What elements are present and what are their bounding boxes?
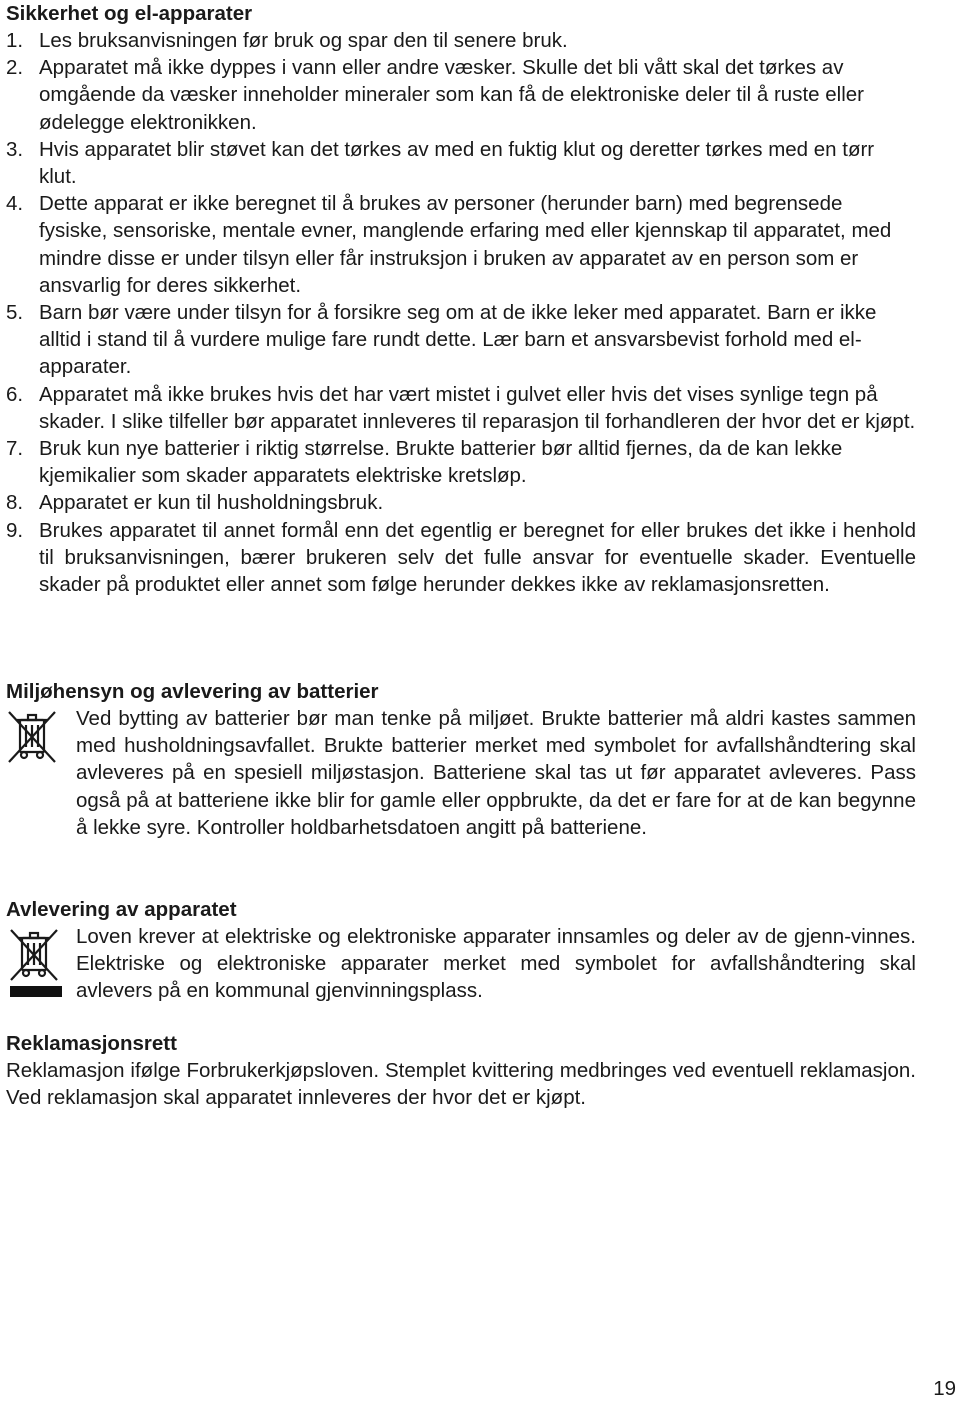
item-number: 4. bbox=[6, 192, 24, 216]
page-number: 19 bbox=[933, 1377, 956, 1400]
item-number: 7. bbox=[6, 437, 24, 461]
crossed-bin-icon bbox=[6, 705, 76, 841]
safety-heading: Sikkerhet og el-apparater bbox=[6, 2, 253, 25]
item-text: Brukes apparatet til annet formål enn det egentlig er beregnet for eller brukes det ikke i henhold til bruksanvisningen, bærer brukeren selv det fulle ansvar for eventuelle skader. Eventuelle skader på produktet eller annet som følge herunder dekkes ikke av reklamasjonsretten. bbox=[39, 518, 916, 597]
item-text: Apparatet er kun til husholdningsbruk. bbox=[39, 491, 384, 515]
item-text: Hvis apparatet blir støvet kan det tørkes av med en fuktig klut og deretter tørkes med en tørr klut. bbox=[39, 137, 875, 189]
item-text: Apparatet må ikke dyppes i vann eller andre væsker. Skulle det bli vått skal det tørkes av omgående da væsker inneholder mineraler som kan få de elektroniske deler til å ruste eller ødelegge elektronikken. bbox=[39, 56, 864, 134]
safety-list bbox=[6, 27, 916, 598]
disposal-body bbox=[6, 923, 916, 1005]
item-text: Apparatet må ikke brukes hvis det har vært mistet i gulvet eller hvis det vises synlige tegn på skader. I slike tilfeller bør apparatet innleveres til reparasjon til forhandleren der hvor det er kjøpt. bbox=[39, 382, 916, 433]
list-item bbox=[6, 299, 916, 381]
list-item bbox=[6, 381, 916, 435]
disposal-heading: Avlevering av apparatet bbox=[6, 898, 237, 921]
list-item bbox=[6, 489, 916, 516]
list-item bbox=[6, 27, 916, 54]
list-item bbox=[6, 54, 916, 136]
warranty-heading: Reklamasjonsrett bbox=[6, 1032, 177, 1055]
environment-body bbox=[6, 705, 916, 841]
environment-heading: Miljøhensyn og avlevering av batterier bbox=[6, 680, 379, 703]
item-text: Dette apparat er ikke beregnet til å brukes av personer (herunder barn) med begrensede fysiske, sensoriske, mentale evner, manglende erfaring med eller kjennskap til apparatet, med mindre disse er under tilsyn eller får instruksjon i bruken av apparatet av en person som er ansvarlig for deres sikkerhet. bbox=[39, 192, 892, 297]
list-item bbox=[6, 435, 916, 489]
item-number: 9. bbox=[6, 518, 24, 542]
disposal-text: Loven krever at elektriske og elektroniske apparater innsamles og deler av de gjenn-vinnes. Elektriske og elektroniske apparater merket med symbolet for avfallshåndtering skal avlevers på en kommunal gjenvinningsplass. bbox=[76, 925, 916, 1003]
item-number: 1. bbox=[6, 29, 24, 52]
item-number: 8. bbox=[6, 491, 24, 515]
safety-section bbox=[6, 0, 916, 598]
item-number: 3. bbox=[6, 137, 24, 161]
item-number: 5. bbox=[6, 301, 24, 325]
environment-text: Ved bytting av batterier bør man tenke på miljøet. Brukte batterier må aldri kastes sammen med husholdningsavfallet. Brukte batterier merket med symbolet for avfallshåndtering skal avleveres på en spesiell miljøstasjon. Batteriene skal tas ut før apparatet avleveres. Pass også på at batteriene ikke blir for gamle eller oppbrukte, da det er fare for at de kan begynne å lekke syre. Kontroller holdbarhetsdatoen angitt på batteriene. bbox=[76, 707, 916, 839]
list-item bbox=[6, 136, 916, 190]
item-text: Les bruksanvisningen før bruk og spar den til senere bruk. bbox=[39, 29, 568, 52]
disposal-section bbox=[6, 896, 916, 1005]
item-number: 2. bbox=[6, 56, 24, 80]
item-number: 6. bbox=[6, 382, 24, 406]
list-item bbox=[6, 517, 916, 599]
item-text: Barn bør være under tilsyn for å forsikre seg om at de ikke leker med apparatet. Barn er ikke alltid i stand til å vurdere mulige fare rundt dette. Lær barn et ansvarsbevist forhold med el-apparater. bbox=[39, 301, 877, 379]
list-item bbox=[6, 190, 916, 299]
warranty-text: Reklamasjon ifølge Forbrukerkjøpsloven. Stemplet kvittering medbringes ved eventuell reklamasjon. Ved reklamasjon skal apparatet innleveres der hvor det er kjøpt. bbox=[6, 1059, 916, 1110]
item-text: Bruk kun nye batterier i riktig størrelse. Brukte batterier bør alltid fjernes, da de kan lekke kjemikalier som skader apparatets elektriske kretsløp. bbox=[39, 437, 843, 488]
environment-section bbox=[6, 678, 916, 841]
warranty-section bbox=[6, 1030, 916, 1111]
crossed-bin-with-bar-icon bbox=[6, 923, 76, 1005]
